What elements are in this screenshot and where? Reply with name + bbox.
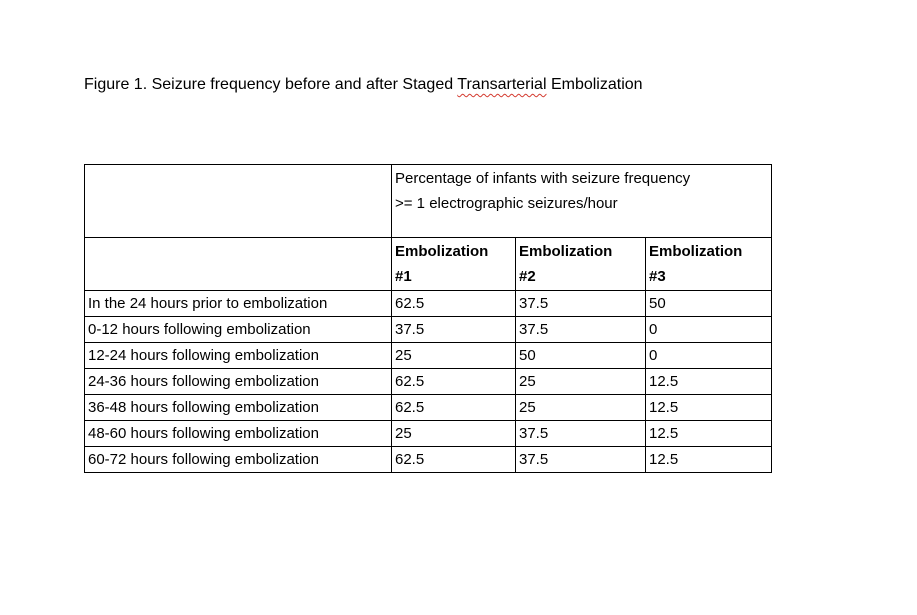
table-row: [85, 395, 772, 421]
value-cell: 37.5: [516, 447, 646, 473]
figure-caption-prefix: Figure 1. Seizure frequency before and after Staged: [84, 76, 458, 93]
value-cell: 62.5: [392, 291, 516, 317]
seizure-frequency-table: [84, 164, 772, 473]
row-label-cell: 36-48 hours following embolization: [85, 395, 392, 421]
value-cell: 25: [392, 421, 516, 447]
value-cell: 12.5: [646, 369, 772, 395]
column-header-embolization-2: [516, 238, 646, 291]
value-cell: 0: [646, 343, 772, 369]
value-cell: 62.5: [392, 447, 516, 473]
row-label-cell: 24-36 hours following embolization: [85, 369, 392, 395]
column-header-word: Embolization: [649, 243, 743, 260]
column-header-row: [85, 238, 772, 291]
column-header-number: #3: [649, 268, 666, 285]
row-label-cell: 48-60 hours following embolization: [85, 421, 392, 447]
value-cell: 25: [516, 369, 646, 395]
span-header-row: [85, 165, 772, 238]
column-header-embolization-1: [392, 238, 516, 291]
value-cell: 37.5: [516, 421, 646, 447]
span-header-cell: [392, 165, 772, 238]
value-cell: 12.5: [646, 395, 772, 421]
column-header-word: Embolization: [519, 243, 613, 260]
span-header-line1: Percentage of infants with seizure frequency: [395, 170, 691, 187]
value-cell: 37.5: [516, 291, 646, 317]
table-row: [85, 291, 772, 317]
row-label-cell: 12-24 hours following embolization: [85, 343, 392, 369]
column-header-word: Embolization: [395, 243, 489, 260]
empty-header-cell: [85, 238, 392, 291]
table-row: [85, 369, 772, 395]
value-cell: 25: [516, 395, 646, 421]
row-label-cell: 0-12 hours following embolization: [85, 317, 392, 343]
value-cell: 37.5: [516, 317, 646, 343]
column-header-number: #1: [395, 268, 412, 285]
column-header-number: #2: [519, 268, 536, 285]
figure-caption-suffix: Embolization: [546, 76, 643, 93]
figure-caption-misspelled-word: Transarterial: [457, 76, 547, 93]
value-cell: 37.5: [392, 317, 516, 343]
table-row: [85, 317, 772, 343]
value-cell: 12.5: [646, 421, 772, 447]
value-cell: 62.5: [392, 369, 516, 395]
column-header-embolization-3: [646, 238, 772, 291]
row-label-cell: 60-72 hours following embolization: [85, 447, 392, 473]
empty-corner-cell: [85, 165, 392, 238]
value-cell: 0: [646, 317, 772, 343]
value-cell: 50: [516, 343, 646, 369]
table-row: [85, 447, 772, 473]
table-row: [85, 343, 772, 369]
value-cell: 25: [392, 343, 516, 369]
span-header-line2: >= 1 electrographic seizures/hour: [395, 195, 618, 212]
row-label-cell: In the 24 hours prior to embolization: [85, 291, 392, 317]
value-cell: 12.5: [646, 447, 772, 473]
value-cell: 50: [646, 291, 772, 317]
figure-caption: [84, 75, 643, 95]
table-row: [85, 421, 772, 447]
value-cell: 62.5: [392, 395, 516, 421]
